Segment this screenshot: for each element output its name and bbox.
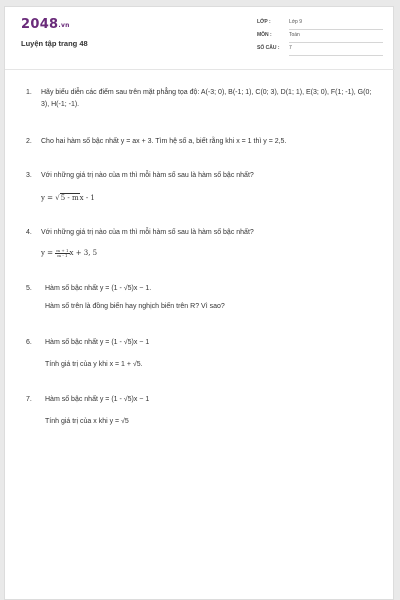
- question-number: 1.: [26, 89, 32, 96]
- question-text: Với những giá trị nào của m thì mỗi hàm số sau là hàm số bậc nhất?: [41, 172, 254, 179]
- meta-label: SỐ CÂU :: [257, 45, 280, 51]
- question-formula: [41, 192, 95, 204]
- worksheet-meta: [257, 19, 385, 58]
- logo-text: 2048: [21, 17, 59, 32]
- meta-label: LỚP :: [257, 19, 271, 25]
- question-subtext: Tính giá trị của x khi y = √5: [45, 418, 129, 425]
- question-text: Với những giá trị nào của m thì mỗi hàm số sau là hàm số bậc nhất?: [41, 229, 254, 236]
- meta-row-count: [257, 45, 385, 58]
- sqrt-symbol: √: [55, 194, 60, 202]
- question-text: Cho hai hàm số bậc nhất y = ax + 3. Tìm hệ số a, biết rằng khi x = 1 thì y = 2,5.: [41, 138, 287, 145]
- formula-fraction: [55, 249, 69, 258]
- question-text: Hãy biểu diễn các điểm sau trên mặt phẳng tọa độ: A(-3; 0), B(-1; 1), C(0; 3), D(1; 1), E(3; 0), F(1; -1), G(0; 3), H(-1; -1).: [41, 89, 372, 108]
- meta-label: MÔN :: [257, 32, 272, 38]
- question-text: Hàm số bậc nhất y = (1 - √5)x − 1: [45, 396, 150, 403]
- worksheet-page: [4, 6, 394, 600]
- question-number: 3.: [26, 172, 32, 179]
- formula-tail: x + 3, 5: [69, 249, 98, 257]
- question-text: Hàm số bậc nhất y = (1 - √5)x − 1: [45, 339, 150, 346]
- worksheet-title: Luyện tập trang 48: [21, 39, 88, 48]
- meta-value: 7: [289, 45, 383, 56]
- site-logo[interactable]: [21, 17, 70, 32]
- formula-radicand: 5 - m: [60, 194, 79, 202]
- fraction-numerator: m + 1: [56, 247, 69, 253]
- question-number: 7.: [26, 396, 32, 403]
- fraction-denominator: m - 1: [57, 252, 68, 258]
- question-formula: [41, 247, 97, 259]
- question-number: 4.: [26, 229, 32, 236]
- formula-lead: y =: [41, 194, 56, 202]
- worksheet-header: [5, 7, 395, 70]
- formula-tail: x - 1: [79, 194, 95, 202]
- question-number: 2.: [26, 138, 32, 145]
- meta-row-subject: [257, 32, 385, 45]
- question-number: 6.: [26, 339, 32, 346]
- meta-value: Toán: [289, 32, 383, 43]
- question-subtext: Tính giá trị của y khi x = 1 + √5.: [45, 361, 143, 368]
- logo-suffix: .vn: [58, 22, 70, 29]
- meta-row-class: [257, 19, 385, 32]
- meta-value: Lớp 9: [289, 19, 383, 30]
- question-text: Hàm số bậc nhất y = (1 - √5)x − 1.: [45, 285, 152, 292]
- question-number: 5.: [26, 285, 32, 292]
- question-subtext: Hàm số trên là đồng biến hay nghịch biến trên R? Vì sao?: [45, 303, 225, 310]
- formula-lead: y =: [41, 249, 56, 257]
